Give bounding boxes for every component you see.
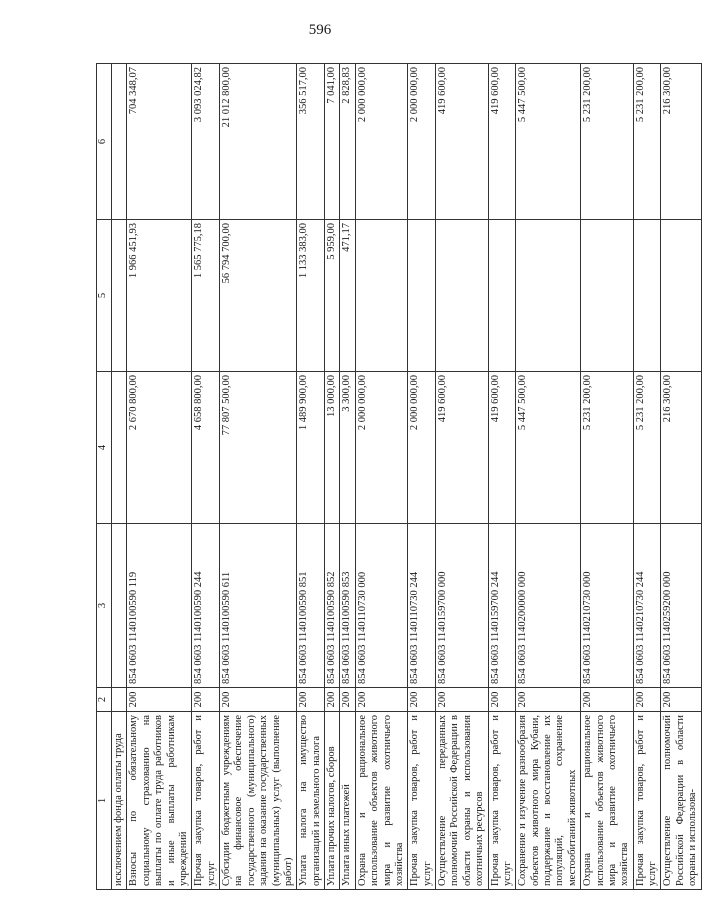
executed-amount-cell: 1 966 451,93 <box>127 220 192 372</box>
item-name-cell: Охрана и рациональное использование объектов животного мира и развитие охотничьего хозяйства <box>581 712 634 890</box>
approved-amount-cell: 2 000 000,00 <box>408 372 436 524</box>
remaining-amount-cell <box>112 64 127 220</box>
table-row <box>633 64 661 890</box>
classification-code-cell: 854 0603 1140100590 611 <box>220 524 297 688</box>
classification-code-cell: 854 0603 1140100590 244 <box>192 524 220 688</box>
executed-amount-cell <box>516 220 581 372</box>
item-name-cell: исключением фонда оплаты труда <box>112 712 127 890</box>
line-code-cell: 200 <box>340 688 355 712</box>
classification-code-cell: 854 0603 1140210730 000 <box>581 524 634 688</box>
approved-amount-cell: 4 658 800,00 <box>192 372 220 524</box>
item-name-cell: Охрана и рациональное использование объектов животного мира и развитие охотничьего хозяйства <box>355 712 408 890</box>
remaining-amount-cell: 21 012 800,00 <box>220 64 297 220</box>
header-cell: 6 <box>97 64 112 220</box>
item-name-cell: Прочая закупка товаров, работ и услуг <box>408 712 436 890</box>
approved-amount-cell: 5 231 200,00 <box>633 372 661 524</box>
remaining-amount-cell: 356 517,00 <box>297 64 325 220</box>
table-row <box>355 64 408 890</box>
approved-amount-cell <box>112 372 127 524</box>
executed-amount-cell <box>488 220 516 372</box>
executed-amount-cell: 5 959,00 <box>325 220 340 372</box>
item-name-cell: Прочая закупка товаров, работ и услуг <box>488 712 516 890</box>
approved-amount-cell: 13 000,00 <box>325 372 340 524</box>
rotated-table-area <box>96 64 699 890</box>
header-cell: 4 <box>97 372 112 524</box>
table-row <box>516 64 581 890</box>
line-code-cell: 200 <box>581 688 634 712</box>
line-code-cell: 200 <box>297 688 325 712</box>
classification-code-cell: 854 0603 1140110730 000 <box>355 524 408 688</box>
approved-amount-cell: 419 600,00 <box>436 372 489 524</box>
line-code-cell: 200 <box>488 688 516 712</box>
approved-amount-cell: 77 807 500,00 <box>220 372 297 524</box>
executed-amount-cell: 1 133 383,00 <box>297 220 325 372</box>
item-name-cell: Осуществление переданных полномочий Российской Федерации в области охраны и использования охотничьих ресурсов <box>436 712 489 890</box>
executed-amount-cell <box>355 220 408 372</box>
remaining-amount-cell: 3 093 024,82 <box>192 64 220 220</box>
classification-code-cell: 854 0603 1140159700 244 <box>488 524 516 688</box>
item-name-cell: Субсидии бюджетным учреждениям на финансовое обеспечение государственного (муниципального) задания на оказание государственных (муниципальных) услуг (выполнение работ) <box>220 712 297 890</box>
line-code-cell: 200 <box>633 688 661 712</box>
approved-amount-cell: 1 489 900,00 <box>297 372 325 524</box>
remaining-amount-cell: 7 041,00 <box>325 64 340 220</box>
line-code-cell: 200 <box>516 688 581 712</box>
table-row <box>220 64 297 890</box>
approved-amount-cell: 3 300,00 <box>340 372 355 524</box>
page-number: 596 <box>308 22 332 38</box>
classification-code-cell: 854 0603 1140100590 119 <box>127 524 192 688</box>
item-name-cell: Уплата налога на имущество организаций и земельного налога <box>297 712 325 890</box>
remaining-amount-cell: 5 231 200,00 <box>633 64 661 220</box>
classification-code-cell: 854 0603 1140259200 000 <box>661 524 701 688</box>
classification-code-cell: 854 0603 1140210730 244 <box>633 524 661 688</box>
table-header-row <box>97 64 112 890</box>
classification-code-cell: 854 0603 1140100590 853 <box>340 524 355 688</box>
classification-code-cell: 854 0603 1140159700 000 <box>436 524 489 688</box>
remaining-amount-cell: 704 348,07 <box>127 64 192 220</box>
executed-amount-cell <box>581 220 634 372</box>
table-row <box>127 64 192 890</box>
header-cell: 5 <box>97 220 112 372</box>
remaining-amount-cell: 5 447 500,00 <box>516 64 581 220</box>
budget-table <box>96 63 702 890</box>
approved-amount-cell: 5 447 500,00 <box>516 372 581 524</box>
remaining-amount-cell: 5 231 200,00 <box>581 64 634 220</box>
executed-amount-cell <box>436 220 489 372</box>
executed-amount-cell: 1 565 775,18 <box>192 220 220 372</box>
line-code-cell: 200 <box>127 688 192 712</box>
line-code-cell: 200 <box>661 688 701 712</box>
item-name-cell: Уплата иных платежей <box>340 712 355 890</box>
table-row <box>325 64 340 890</box>
table-row <box>581 64 634 890</box>
line-code-cell: 200 <box>355 688 408 712</box>
approved-amount-cell: 2 000 000,00 <box>355 372 408 524</box>
table-row <box>192 64 220 890</box>
item-name-cell: Осуществление полномочий Российской Федерации в области охраны и использова- <box>661 712 701 890</box>
line-code-cell: 200 <box>436 688 489 712</box>
line-code-cell: 200 <box>408 688 436 712</box>
remaining-amount-cell: 419 600,00 <box>436 64 489 220</box>
remaining-amount-cell: 2 000 000,00 <box>355 64 408 220</box>
executed-amount-cell: 56 794 700,00 <box>220 220 297 372</box>
line-code-cell: 200 <box>192 688 220 712</box>
approved-amount-cell: 5 231 200,00 <box>581 372 634 524</box>
remaining-amount-cell: 2 828,83 <box>340 64 355 220</box>
executed-amount-cell <box>633 220 661 372</box>
table-row <box>661 64 701 890</box>
classification-code-cell: 854 0603 1140110730 244 <box>408 524 436 688</box>
executed-amount-cell <box>408 220 436 372</box>
approved-amount-cell: 2 670 800,00 <box>127 372 192 524</box>
table-row <box>340 64 355 890</box>
table-row <box>408 64 436 890</box>
classification-code-cell <box>112 524 127 688</box>
approved-amount-cell: 216 300,00 <box>661 372 701 524</box>
executed-amount-cell: 471,17 <box>340 220 355 372</box>
header-cell: 1 <box>97 712 112 890</box>
executed-amount-cell <box>112 220 127 372</box>
item-name-cell: Прочая закупка товаров, работ и услуг <box>192 712 220 890</box>
line-code-cell <box>112 688 127 712</box>
item-name-cell: Взносы по обязательному социальному страхованию на выплаты по оплате труда работников и иные выплаты работникам учреждений <box>127 712 192 890</box>
item-name-cell: Прочая закупка товаров, работ и услуг <box>633 712 661 890</box>
line-code-cell: 200 <box>220 688 297 712</box>
item-name-cell: Сохранение и изучение разнообразия объектов животного мира Кубани, поддержание и восстановление их популяций, сохранение местообитаний животных <box>516 712 581 890</box>
header-cell: 2 <box>97 688 112 712</box>
approved-amount-cell: 419 600,00 <box>488 372 516 524</box>
remaining-amount-cell: 2 000 000,00 <box>408 64 436 220</box>
table-row <box>297 64 325 890</box>
header-cell: 3 <box>97 524 112 688</box>
line-code-cell: 200 <box>325 688 340 712</box>
item-name-cell: Уплата прочих налогов, сборов <box>325 712 340 890</box>
rotated-page-content <box>96 64 699 890</box>
table-row <box>112 64 127 890</box>
remaining-amount-cell: 216 300,00 <box>661 64 701 220</box>
remaining-amount-cell: 419 600,00 <box>488 64 516 220</box>
executed-amount-cell <box>661 220 701 372</box>
classification-code-cell: 854 0603 1140100590 851 <box>297 524 325 688</box>
table-row <box>436 64 489 890</box>
classification-code-cell: 854 0603 1140200000 000 <box>516 524 581 688</box>
table-row <box>488 64 516 890</box>
classification-code-cell: 854 0603 1140100590 852 <box>325 524 340 688</box>
